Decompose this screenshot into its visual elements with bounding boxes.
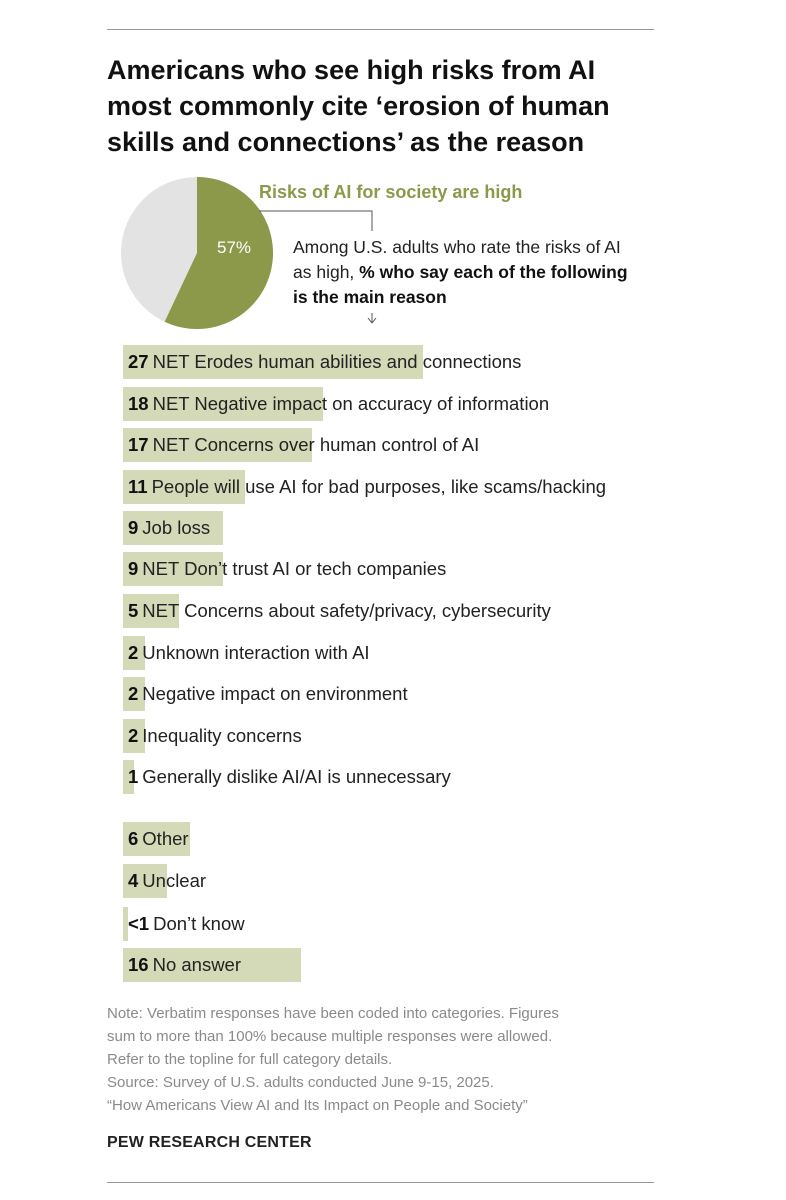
bar-value-label: 11 [128, 476, 148, 497]
note-line: Note: Verbatim responses have been coded into categories. Figures [107, 1005, 559, 1022]
bar-label [128, 636, 370, 670]
bar-value-label: 16 [128, 954, 149, 975]
bar-value-label: 4 [128, 870, 139, 891]
bar-category-label: People will use AI for bad purposes, like scams/hacking [151, 476, 607, 497]
bar-category-label: Unknown interaction with AI [142, 642, 370, 663]
bar-label [128, 552, 446, 586]
bar-label [128, 677, 408, 711]
bar-label [128, 907, 245, 941]
bar-category-label: NET Don’t trust AI or tech companies [142, 558, 447, 579]
bar-value-label: 2 [128, 642, 139, 663]
bar-category-label: NET Negative impact on accuracy of information [152, 393, 550, 414]
bar-label [128, 387, 549, 421]
bar-value-label: 2 [128, 683, 139, 704]
bar-category-label: NET Concerns over human control of AI [152, 434, 480, 455]
bar-row [0, 677, 786, 711]
source-line: “How Americans View AI and Its Impact on People and Society” [107, 1097, 528, 1114]
bar-row [0, 552, 786, 586]
pie-subhead: Risks of AI for society are high [259, 182, 523, 202]
bar-row [0, 470, 786, 504]
bar-row [0, 594, 786, 628]
bar-label [128, 719, 302, 753]
bar-row [0, 948, 786, 982]
bar-value-label: 17 [128, 434, 149, 455]
description-bold: % who say each of the following is the main reason [293, 262, 628, 307]
bar-row [0, 907, 786, 941]
bar-label [128, 760, 451, 794]
bar-category-label: Inequality concerns [142, 725, 302, 746]
bar-row [0, 864, 786, 898]
bar-row [0, 511, 786, 545]
bar-row [0, 760, 786, 794]
bar-category-label: NET Erodes human abilities and connections [152, 351, 522, 372]
bar-label [128, 948, 241, 982]
bar-category-label: Job loss [142, 517, 211, 538]
bar-category-label: Negative impact on environment [142, 683, 408, 704]
bar-value-label: 18 [128, 393, 149, 414]
bar-row [0, 345, 786, 379]
bar-category-label: Other [142, 828, 189, 849]
bar-value-label: 6 [128, 828, 139, 849]
pie-value-label: 57% [216, 238, 252, 257]
chart-description [293, 235, 643, 310]
description-plain: Among U.S. adults who rate the risks of AI as high, [293, 237, 621, 282]
bar-label [128, 864, 206, 898]
bar-category-label: NET Concerns about safety/privacy, cybersecurity [142, 600, 551, 621]
bar-row [0, 428, 786, 462]
bar-category-label: Don’t know [153, 913, 245, 934]
bar-row [0, 719, 786, 753]
bottom-rule [107, 1182, 654, 1183]
bar-category-label: Generally dislike AI/AI is unnecessary [142, 766, 451, 787]
note-line: sum to more than 100% because multiple responses were allowed. [107, 1028, 553, 1045]
chart-title: Americans who see high risks from AI most commonly cite ‘erosion of human skills and connections’ as the reason [107, 55, 610, 157]
bar-label [128, 428, 479, 462]
bar-category-label: Unclear [142, 870, 207, 891]
bar-label [128, 594, 551, 628]
bar-category-label: No answer [152, 954, 242, 975]
bar-label [128, 511, 210, 545]
pie-chart [121, 177, 273, 329]
bar-value-label: 27 [128, 351, 149, 372]
brand-logo-text: PEW RESEARCH CENTER [107, 1134, 312, 1151]
bar-value-label: <1 [128, 913, 150, 934]
notes-block [107, 1002, 667, 1117]
bar-value-label: 5 [128, 600, 139, 621]
bar-label [128, 470, 606, 504]
bar-label [128, 822, 189, 856]
bar-value-label: 2 [128, 725, 139, 746]
bar-row [0, 636, 786, 670]
bar-value-label: 1 [128, 766, 139, 787]
bar-value-label: 9 [128, 558, 139, 579]
note-line: Refer to the topline for full category details. [107, 1051, 393, 1068]
bar-label [128, 345, 521, 379]
bar-row [0, 387, 786, 421]
bar-row [0, 822, 786, 856]
bar-value-label: 9 [128, 517, 139, 538]
source-line: Source: Survey of U.S. adults conducted June 9-15, 2025. [107, 1074, 494, 1091]
top-rule [107, 29, 654, 30]
